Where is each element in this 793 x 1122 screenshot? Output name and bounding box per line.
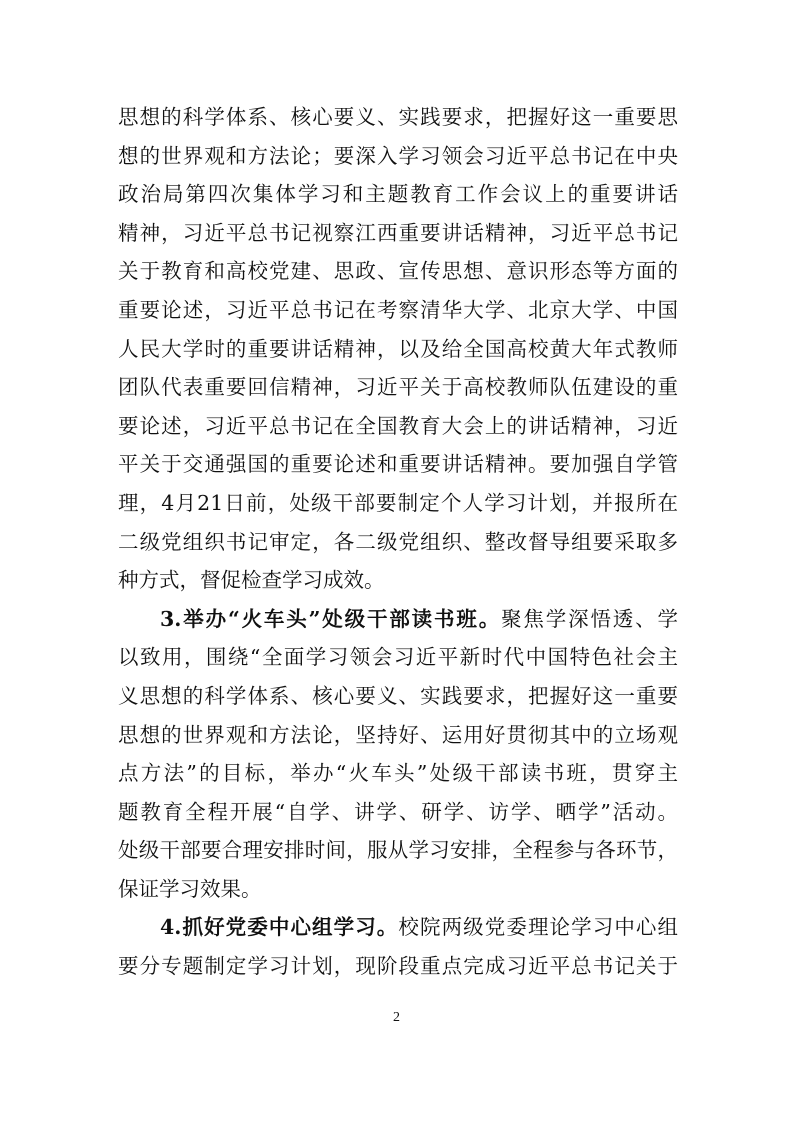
text-line: 保证学习效果。 bbox=[118, 876, 262, 901]
text-line: 要论述，习近平总书记在全国教育大会上的讲话精神，习近 bbox=[118, 413, 678, 438]
section-3-paragraph bbox=[118, 600, 678, 909]
section-3-lead-text: 聚焦学深悟透、学 bbox=[501, 606, 678, 631]
text-line: 想的世界观和方法论；要深入学习领会习近平总书记在中央 bbox=[118, 143, 678, 168]
text-line: 精神，习近平总书记视察江西重要讲话精神，习近平总书记 bbox=[118, 220, 678, 245]
section-4-first-line bbox=[118, 908, 678, 947]
section-4-paragraph bbox=[118, 908, 678, 985]
text-line: 点方法”的目标，举办“火车头”处级干部读书班，贯穿主 bbox=[118, 761, 678, 786]
text-line: 思想的世界观和方法论，坚持好、运用好贯彻其中的立场观 bbox=[118, 722, 678, 747]
text-line: 义思想的科学体系、核心要义、实践要求，把握好这一重要 bbox=[118, 683, 678, 708]
text-line: 二级党组织书记审定，各二级党组织、整改督导组要采取多 bbox=[118, 529, 678, 554]
text-line: 以致用，围绕“全面学习领会习近平新时代中国特色社会主 bbox=[118, 645, 678, 670]
paragraph-1 bbox=[118, 98, 678, 600]
text-line: 理，4月21日前，处级干部要制定个人学习计划，并报所在 bbox=[118, 490, 678, 515]
text-line: 重要论述，习近平总书记在考察清华大学、北京大学、中国 bbox=[118, 297, 678, 322]
section-3-heading: 3.举办“火车头”处级干部读书班。 bbox=[160, 606, 502, 631]
page-number: 2 bbox=[393, 1010, 400, 1025]
text-line: 种方式，督促检查学习成效。 bbox=[118, 568, 385, 593]
section-3-first-line bbox=[118, 600, 678, 639]
section-4-lead-text: 校院两级党委理论学习中心组 bbox=[398, 915, 678, 940]
text-line: 政治局第四次集体学习和主题教育工作会议上的重要讲话 bbox=[118, 182, 678, 207]
text-line: 要分专题制定学习计划，现阶段重点完成习近平总书记关于 bbox=[118, 954, 678, 979]
document-body bbox=[118, 98, 678, 986]
text-line: 思想的科学体系、核心要义、实践要求，把握好这一重要思 bbox=[118, 105, 678, 129]
section-4-heading: 4.抓好党委中心组学习。 bbox=[160, 915, 399, 940]
text-line: 处级干部要合理安排时间，服从学习安排，全程参与各环节， bbox=[118, 838, 678, 863]
text-line: 关于教育和高校党建、思政、宣传思想、意识形态等方面的 bbox=[118, 259, 678, 284]
text-line: 题教育全程开展“自学、讲学、研学、访学、晒学”活动。 bbox=[118, 799, 678, 824]
text-line: 人民大学时的重要讲话精神，以及给全国高校黄大年式教师 bbox=[118, 336, 678, 361]
text-line: 团队代表重要回信精神，习近平关于高校教师队伍建设的重 bbox=[118, 375, 678, 400]
text-line: 平关于交通强国的重要论述和重要讲话精神。要加强自学管 bbox=[118, 452, 678, 477]
